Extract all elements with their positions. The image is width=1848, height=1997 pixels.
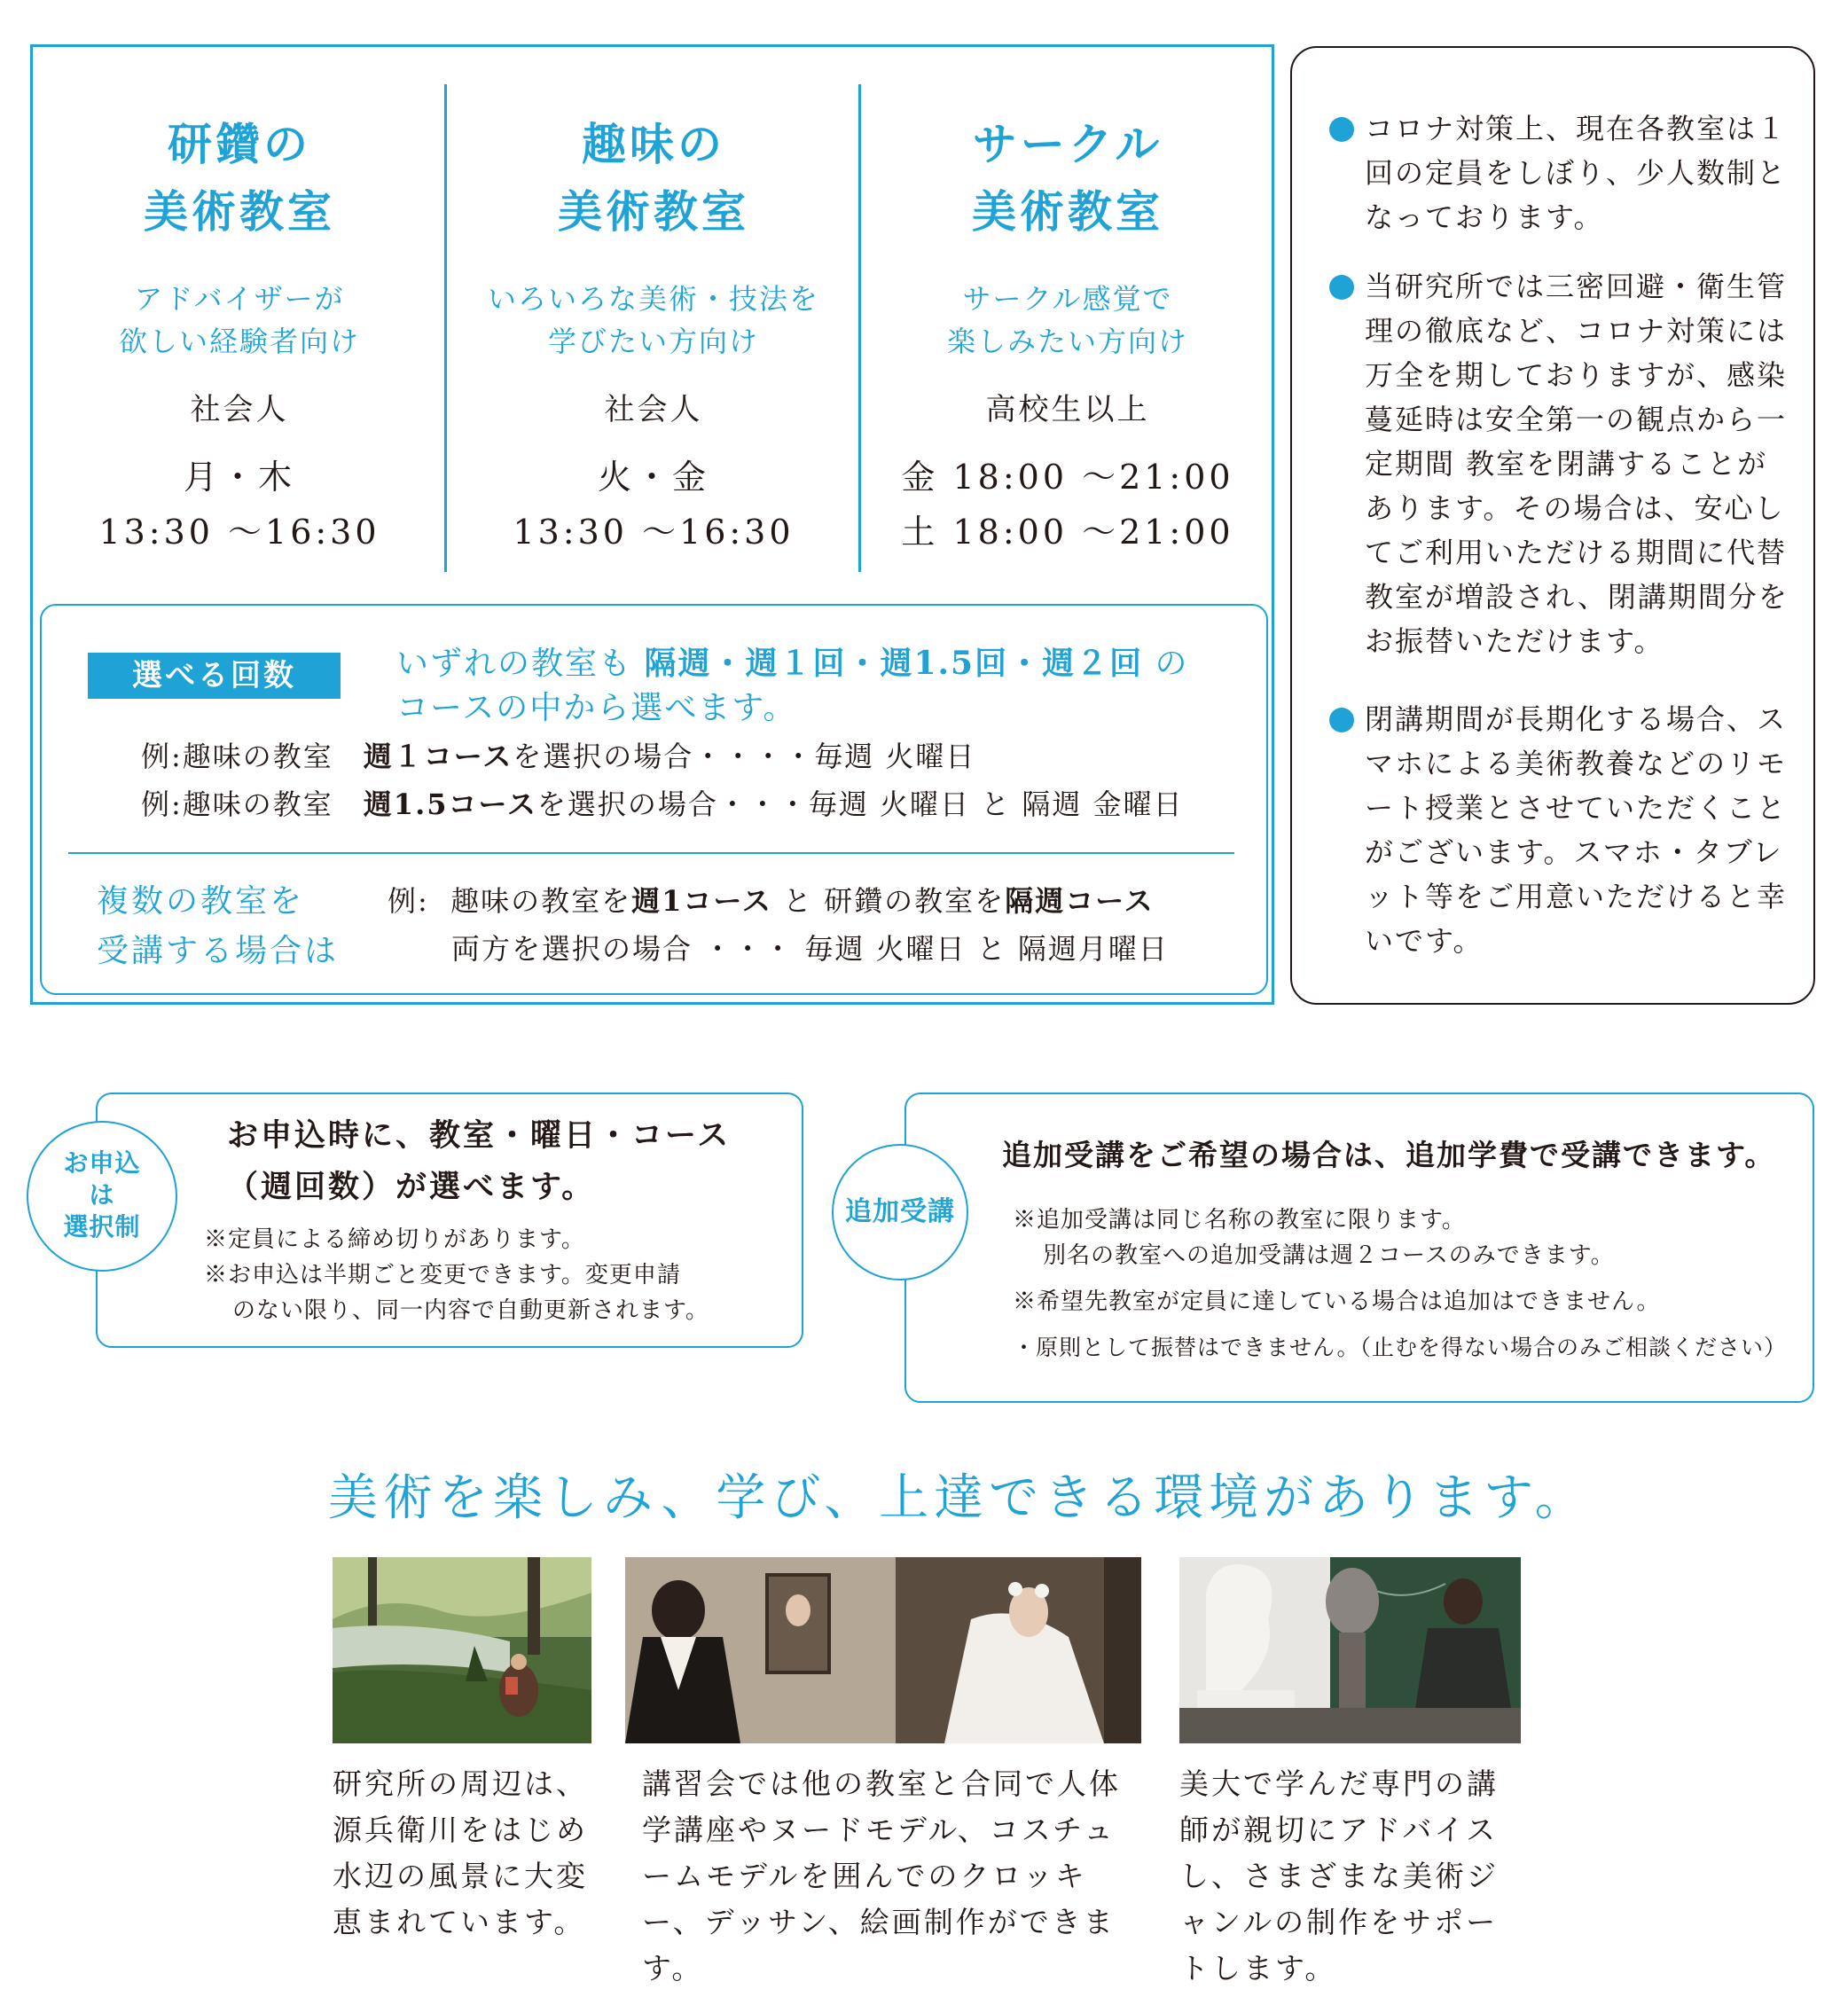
course-example: 例:趣味の教室 週1.5コースを選択の場合・・・毎週 火曜日 と 隔週 金曜日 <box>141 787 1184 821</box>
application-note: ※お申込は半期ごと変更できます。変更申請 <box>204 1262 681 1288</box>
photo-caption: 講習会では他の教室と合同で人体学講座やヌードモデル、コスチュームモデルを囲んでのクロッキー、デッサン、絵画制作ができます。 <box>642 1766 1121 1985</box>
sculpture-photo <box>1179 1557 1521 1743</box>
classroom-kensan <box>33 111 446 560</box>
photo-caption: 研究所の周辺は、源兵衛川をはじめ水辺の風景に大変恵まれています。 <box>333 1766 588 1939</box>
additional-course-title: 追加受講をご希望の場合は、追加学費で受講できます。 <box>1002 1138 1776 1172</box>
covid-notice <box>1290 46 1815 1005</box>
bullet-icon <box>1329 117 1354 142</box>
classroom-circle <box>861 111 1274 560</box>
application-title: お申込時に、教室・曜日・コース （週回数）が選べます。 <box>227 1117 732 1205</box>
environment-headline: 美術を楽しみ、学び、上達できる環境があります。 <box>328 1469 1590 1527</box>
additional-course-note: ※追加受講は同じ名称の教室に限ります。 <box>1013 1207 1466 1233</box>
covid-item: コロナ対策上、現在各教室は１回の定員をしぼり、少人数制となっております。 <box>1333 106 1794 239</box>
course-options-box <box>40 604 1268 995</box>
classroom-schedule: 月・木 13:30 〜16:30 <box>98 458 380 552</box>
bullet-icon <box>1329 275 1354 300</box>
classroom-audience: サークル感覚で 楽しみたい方向け <box>946 282 1188 358</box>
classroom-audience: アドバイザーが 欲しい経験者向け <box>118 282 360 358</box>
classroom-title: 趣味の 美術教室 <box>558 118 749 238</box>
classroom-target: 社会人 <box>604 392 703 427</box>
classroom-target: 社会人 <box>190 392 289 427</box>
application-note: のない限り、同一内容で自動更新されます。 <box>232 1297 709 1324</box>
application-badge: お申込 は 選択制 <box>27 1121 177 1272</box>
multi-class-example: 両方を選択の場合 ・・・ 毎週 火曜日 と 隔週月曜日 <box>451 932 1169 966</box>
covid-item: 閉講期間が長期化する場合、スマホによる美術教養などのリモート授業とさせていただくことがございます。スマホ・タブレット等をご用意いただけると幸いです。 <box>1333 697 1794 963</box>
riverside-photo <box>333 1557 591 1743</box>
additional-course-note: ※希望先教室が定員に達している場合は追加はできません。 <box>1013 1288 1661 1315</box>
application-note: ※定員による締め切りがあります。 <box>204 1226 585 1253</box>
classroom-target: 高校生以上 <box>985 392 1150 427</box>
course-description: いずれの教室も 隔週・週１回・週1.5回・週２回 の コースの中から選べます。 <box>396 645 1189 726</box>
course-example: 例:趣味の教室 週１コースを選択の場合・・・・毎週 火曜日 <box>141 740 976 773</box>
croquis-photo <box>625 1557 1141 1743</box>
classroom-schedule: 金 18:00 〜21:00 土 18:00 〜21:00 <box>901 458 1234 552</box>
classroom-panel <box>30 44 1274 1005</box>
classroom-schedule: 火・金 13:30 〜16:30 <box>513 458 795 552</box>
additional-course-note: ・原則として振替はできません。（止むを得ない場合のみご相談ください） <box>1013 1335 1788 1360</box>
divider <box>68 852 1234 854</box>
classroom-title: 研鑽の 美術教室 <box>144 118 335 238</box>
classroom-audience: いろいろな美術・技法を 学びたい方向け <box>487 282 819 358</box>
covid-item: 当研究所では三密回避・衛生管理の徹底など、コロナ対策には万全を期しておりますが、感染蔓延時は安全第一の観点から一定期間 教室を閉講することがあります。その場合は、安心してご利用いただける期間に代替教室が増設され、閉講期間分をお振替いただけます。 <box>1333 264 1794 663</box>
classroom-title: サークル 美術教室 <box>972 118 1163 238</box>
course-tag: 選べる回数 <box>88 653 341 699</box>
multi-class-example: 例: 趣味の教室を週1コース と 研鑽の教室を隔週コース <box>388 884 1155 918</box>
photo-caption: 美大で学んだ専門の講師が親切にアドバイスし、さまざまな美術ジャンルの制作をサポートします。 <box>1179 1766 1499 1985</box>
additional-course-badge: 追加受講 <box>832 1144 968 1280</box>
classroom-shumi <box>447 111 860 560</box>
additional-course-note: 別名の教室への追加受講は週２コースのみできます。 <box>1043 1242 1615 1269</box>
bullet-icon <box>1329 708 1354 732</box>
multi-class-label: 複数の教室を 受講する場合は <box>97 883 340 969</box>
